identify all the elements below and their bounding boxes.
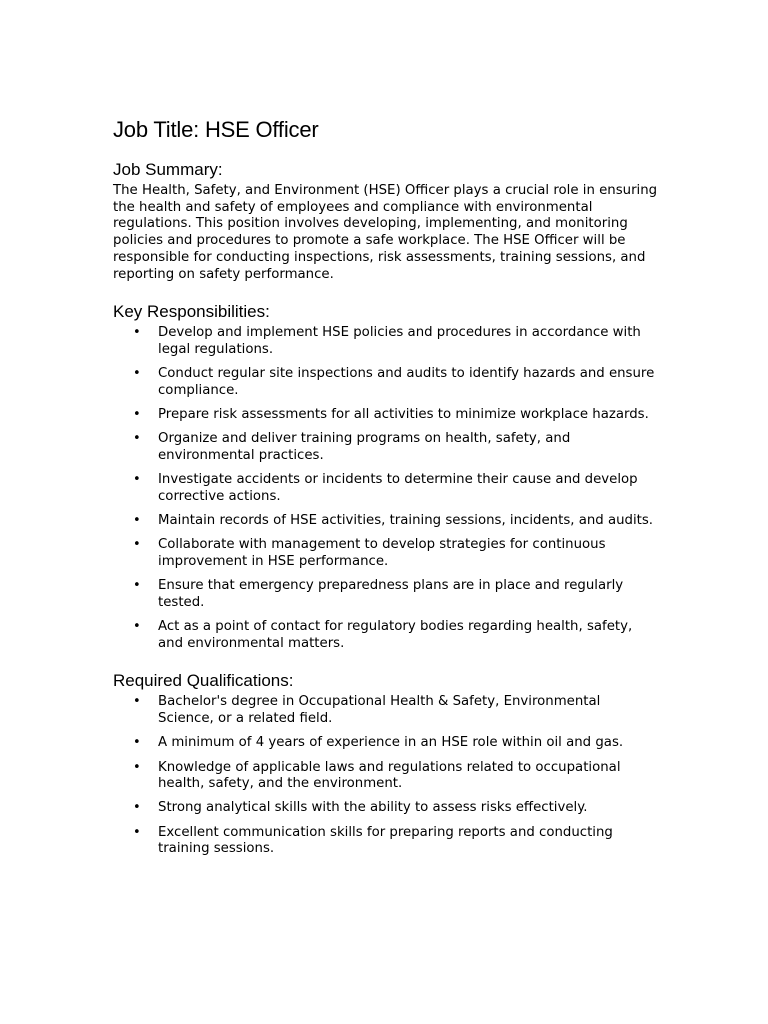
- job-summary-text: The Health, Safety, and Environment (HSE) Officer plays a crucial role in ensuring the health and safety of employees and compliance with environmental regulations. This position involves developing, implementing, and monitoring policies and procedures to promote a safe workplace. The HSE Officer will be responsible for conducting inspections, risk assessments, training sessions, and reporting on safety performance.: [113, 183, 658, 282]
- bullet-icon: •: [133, 824, 141, 840]
- bullet-icon: •: [133, 537, 141, 553]
- bullet-icon: •: [133, 472, 141, 488]
- list-item-text: Act as a point of contact for regulatory bodies regarding health, safety, and environmental matters.: [158, 619, 633, 651]
- list-item: [113, 694, 658, 727]
- list-item-text: Collaborate with management to develop strategies for continuous improvement in HSE performance.: [158, 537, 606, 569]
- required-qualifications-heading: Required Qualifications:: [113, 671, 294, 691]
- bullet-icon: •: [133, 735, 141, 751]
- list-item: [113, 366, 658, 399]
- list-item-text: Excellent communication skills for preparing reports and conducting training sessions.: [158, 824, 613, 857]
- list-item: [113, 735, 658, 752]
- list-item-text: Bachelor's degree in Occupational Health & Safety, Environmental Science, or a related field.: [158, 694, 601, 727]
- list-item: [113, 431, 658, 464]
- page-title: Job Title: HSE Officer: [113, 117, 319, 142]
- key-responsibilities-list: [113, 325, 658, 652]
- key-responsibilities-heading: Key Responsibilities:: [113, 302, 270, 322]
- list-item-text: Maintain records of HSE activities, training sessions, incidents, and audits.: [158, 513, 654, 529]
- bullet-icon: •: [133, 694, 141, 710]
- list-item: [113, 760, 658, 793]
- bullet-icon: •: [133, 513, 141, 529]
- bullet-icon: •: [133, 407, 141, 423]
- list-item: [113, 800, 658, 817]
- bullet-icon: •: [133, 431, 141, 447]
- list-item: [113, 825, 658, 858]
- bullet-icon: •: [133, 366, 141, 382]
- list-item-text: Knowledge of applicable laws and regulations related to occupational health, safety, and the environment.: [158, 759, 621, 792]
- bullet-icon: •: [133, 578, 141, 594]
- list-item-text: Organize and deliver training programs on health, safety, and environmental practices.: [158, 431, 571, 463]
- list-item-text: Ensure that emergency preparedness plans are in place and regularly tested.: [158, 578, 624, 610]
- list-item: [113, 407, 658, 424]
- job-summary-heading: Job Summary:: [113, 160, 223, 179]
- list-item: [113, 472, 658, 505]
- list-item-text: Conduct regular site inspections and audits to identify hazards and ensure compliance.: [158, 366, 655, 398]
- list-item-text: A minimum of 4 years of experience in an HSE role within oil and gas.: [158, 735, 624, 751]
- list-item: [113, 325, 658, 358]
- list-item: [113, 578, 658, 611]
- bullet-icon: •: [133, 325, 141, 341]
- list-item-text: Strong analytical skills with the ability to assess risks effectively.: [158, 800, 588, 816]
- list-item-text: Prepare risk assessments for all activities to minimize workplace hazards.: [158, 407, 649, 423]
- list-item: [113, 513, 658, 530]
- list-item-text: Investigate accidents or incidents to determine their cause and develop corrective actions.: [158, 472, 638, 504]
- bullet-icon: •: [133, 619, 141, 635]
- document-page: [113, 115, 658, 876]
- bullet-icon: •: [133, 800, 141, 816]
- list-item: [113, 537, 658, 570]
- required-qualifications-list: [113, 694, 658, 858]
- bullet-icon: •: [133, 759, 141, 775]
- list-item: [113, 619, 658, 652]
- list-item-text: Develop and implement HSE policies and procedures in accordance with legal regulations.: [158, 325, 641, 357]
